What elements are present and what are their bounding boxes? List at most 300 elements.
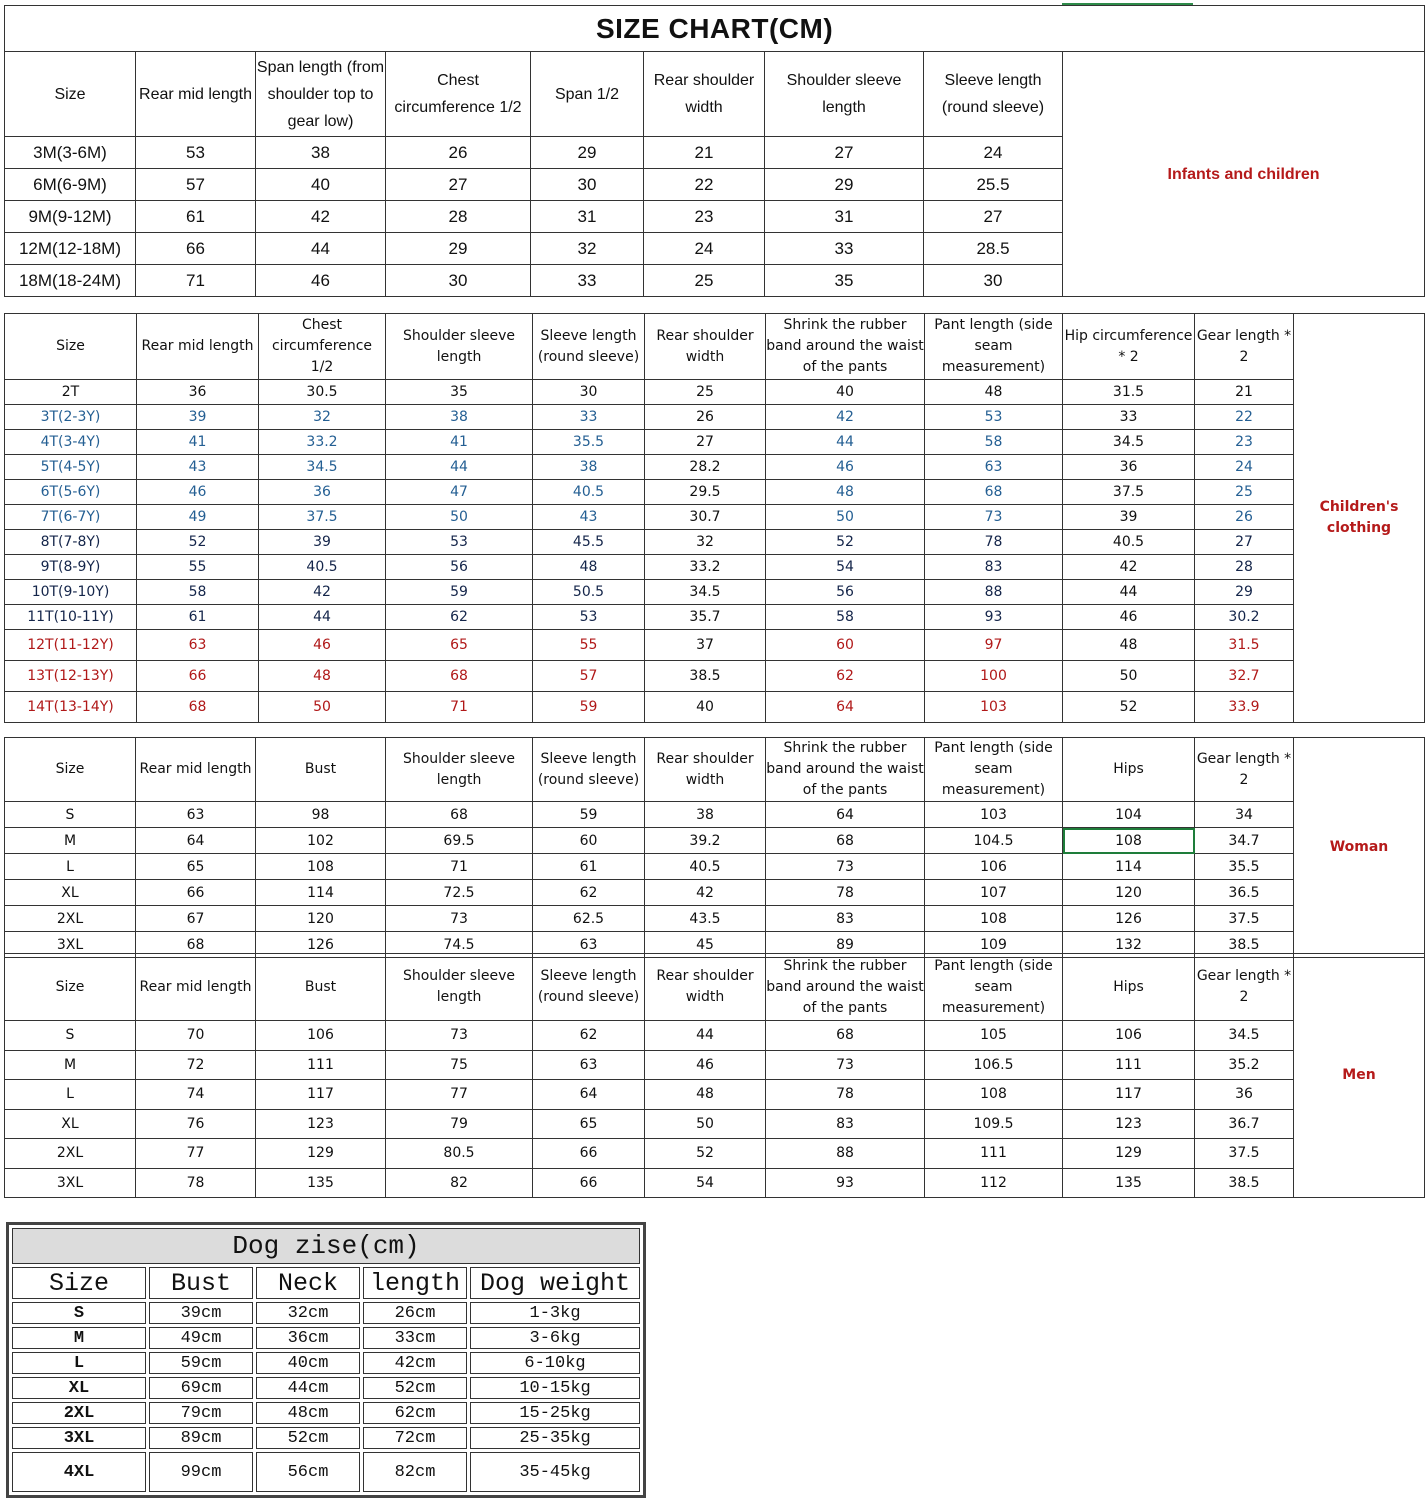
column-header: Gear length * 2 bbox=[1195, 954, 1294, 1021]
value-cell: 68 bbox=[766, 828, 925, 854]
value-cell: 83 bbox=[766, 1109, 925, 1139]
value-cell: 62 bbox=[533, 1021, 645, 1051]
value-cell: 99cm bbox=[149, 1452, 253, 1492]
woman-size-table bbox=[4, 737, 1425, 958]
value-cell: 30.7 bbox=[645, 505, 766, 530]
value-cell: 48 bbox=[259, 661, 386, 692]
size-cell: 4XL bbox=[12, 1452, 146, 1492]
value-cell: 26 bbox=[645, 405, 766, 430]
table-row bbox=[5, 405, 1425, 430]
value-cell: 105 bbox=[925, 1021, 1063, 1051]
value-cell: 46 bbox=[259, 630, 386, 661]
value-cell: 114 bbox=[1063, 854, 1195, 880]
value-cell: 37.5 bbox=[259, 505, 386, 530]
value-cell: 40 bbox=[645, 692, 766, 723]
size-cell: M bbox=[12, 1327, 146, 1349]
value-cell: 78 bbox=[136, 1168, 256, 1198]
value-cell: 70 bbox=[136, 1021, 256, 1051]
value-cell: 49cm bbox=[149, 1327, 253, 1349]
value-cell: 42 bbox=[256, 201, 386, 233]
value-cell: 59cm bbox=[149, 1352, 253, 1374]
value-cell: 30 bbox=[531, 169, 644, 201]
value-cell: 29 bbox=[531, 137, 644, 169]
value-cell: 62.5 bbox=[533, 906, 645, 932]
value-cell: 48 bbox=[925, 380, 1063, 405]
value-cell: 104.5 bbox=[925, 828, 1063, 854]
value-cell: 58 bbox=[766, 605, 925, 630]
table-row bbox=[12, 1427, 640, 1449]
size-cell: 9T(8-9Y) bbox=[5, 555, 137, 580]
column-header: Neck bbox=[256, 1267, 360, 1299]
value-cell: 41 bbox=[137, 430, 259, 455]
value-cell: 88 bbox=[925, 580, 1063, 605]
table-row bbox=[5, 802, 1425, 828]
column-header: Shrink the rubber band around the waist of the pants bbox=[766, 738, 925, 802]
dog-size-table bbox=[6, 1222, 646, 1498]
size-cell: 2XL bbox=[12, 1402, 146, 1424]
column-header: Sleeve length (round sleeve) bbox=[533, 738, 645, 802]
table-row bbox=[5, 605, 1425, 630]
value-cell: 93 bbox=[766, 1168, 925, 1198]
column-header: Rear shoulder width bbox=[645, 738, 766, 802]
size-cell: 3XL bbox=[12, 1427, 146, 1449]
value-cell: 72.5 bbox=[386, 880, 533, 906]
value-cell: 33 bbox=[765, 233, 924, 265]
value-cell: 52 bbox=[1063, 692, 1195, 723]
value-cell: 66 bbox=[533, 1139, 645, 1169]
value-cell: 73 bbox=[766, 854, 925, 880]
value-cell: 117 bbox=[1063, 1080, 1195, 1110]
value-cell: 45.5 bbox=[533, 530, 645, 555]
column-header: Size bbox=[12, 1267, 146, 1299]
value-cell: 34.5 bbox=[1195, 1021, 1294, 1051]
value-cell: 37.5 bbox=[1195, 906, 1294, 932]
value-cell: 60 bbox=[766, 630, 925, 661]
value-cell: 26 bbox=[386, 137, 531, 169]
value-cell: 28 bbox=[1195, 555, 1294, 580]
value-cell: 111 bbox=[256, 1050, 386, 1080]
value-cell: 63 bbox=[533, 932, 645, 958]
value-cell: 46 bbox=[137, 480, 259, 505]
value-cell: 103 bbox=[925, 692, 1063, 723]
value-cell: 102 bbox=[256, 828, 386, 854]
column-header: Shoulder sleeve length bbox=[386, 954, 533, 1021]
value-cell: 48 bbox=[1063, 630, 1195, 661]
value-cell: 68 bbox=[386, 802, 533, 828]
value-cell: 56 bbox=[386, 555, 533, 580]
value-cell: 59 bbox=[533, 692, 645, 723]
column-header: Rear shoulder width bbox=[645, 954, 766, 1021]
value-cell: 78 bbox=[766, 880, 925, 906]
table-row bbox=[5, 854, 1425, 880]
value-cell: 33.2 bbox=[645, 555, 766, 580]
value-cell: 75 bbox=[386, 1050, 533, 1080]
value-cell: 28.5 bbox=[924, 233, 1063, 265]
size-cell: 18M(18-24M) bbox=[5, 265, 136, 297]
value-cell: 83 bbox=[925, 555, 1063, 580]
value-cell: 23 bbox=[644, 201, 765, 233]
value-cell: 53 bbox=[136, 137, 256, 169]
value-cell: 35.2 bbox=[1195, 1050, 1294, 1080]
value-cell: 76 bbox=[136, 1109, 256, 1139]
value-cell: 29 bbox=[386, 233, 531, 265]
value-cell: 66 bbox=[136, 233, 256, 265]
size-cell: 10T(9-10Y) bbox=[5, 580, 137, 605]
value-cell: 71 bbox=[386, 692, 533, 723]
value-cell: 50 bbox=[386, 505, 533, 530]
value-cell: 24 bbox=[644, 233, 765, 265]
table-row bbox=[5, 580, 1425, 605]
value-cell: 60 bbox=[533, 828, 645, 854]
value-cell: 129 bbox=[256, 1139, 386, 1169]
value-cell: 42 bbox=[766, 405, 925, 430]
value-cell: 89 bbox=[766, 932, 925, 958]
table-row bbox=[5, 380, 1425, 405]
size-cell: 9M(9-12M) bbox=[5, 201, 136, 233]
value-cell: 39cm bbox=[149, 1302, 253, 1324]
value-cell: 53 bbox=[925, 405, 1063, 430]
value-cell: 66 bbox=[137, 661, 259, 692]
value-cell: 46 bbox=[766, 455, 925, 480]
size-cell: M bbox=[5, 1050, 136, 1080]
value-cell: 31.5 bbox=[1195, 630, 1294, 661]
value-cell: 68 bbox=[766, 1021, 925, 1051]
value-cell: 22 bbox=[1195, 405, 1294, 430]
value-cell: 50 bbox=[1063, 661, 1195, 692]
value-cell: 48 bbox=[533, 555, 645, 580]
value-cell: 78 bbox=[766, 1080, 925, 1110]
value-cell: 72 bbox=[136, 1050, 256, 1080]
value-cell: 52 bbox=[766, 530, 925, 555]
value-cell: 31.5 bbox=[1063, 380, 1195, 405]
table-row bbox=[5, 480, 1425, 505]
value-cell: 38 bbox=[533, 455, 645, 480]
column-header: Size bbox=[5, 52, 136, 137]
value-cell: 106 bbox=[925, 854, 1063, 880]
table-row bbox=[5, 1021, 1425, 1051]
value-cell: 35.7 bbox=[645, 605, 766, 630]
value-cell: 22 bbox=[644, 169, 765, 201]
value-cell: 34.5 bbox=[645, 580, 766, 605]
value-cell: 79cm bbox=[149, 1402, 253, 1424]
value-cell: 46 bbox=[1063, 605, 1195, 630]
value-cell: 89cm bbox=[149, 1427, 253, 1449]
value-cell: 32 bbox=[645, 530, 766, 555]
value-cell: 40 bbox=[256, 169, 386, 201]
value-cell: 58 bbox=[925, 430, 1063, 455]
column-header: Shrink the rubber band around the waist of the pants bbox=[766, 314, 925, 380]
value-cell: 61 bbox=[533, 854, 645, 880]
column-header: Rear shoulder width bbox=[644, 52, 765, 137]
table-row bbox=[12, 1327, 640, 1349]
size-cell: 3M(3-6M) bbox=[5, 137, 136, 169]
value-cell: 106 bbox=[256, 1021, 386, 1051]
selected-cell[interactable]: 108 bbox=[1063, 828, 1195, 854]
value-cell: 62 bbox=[766, 661, 925, 692]
value-cell: 49 bbox=[137, 505, 259, 530]
value-cell: 25-35kg bbox=[470, 1427, 640, 1449]
value-cell: 30 bbox=[386, 265, 531, 297]
value-cell: 46 bbox=[256, 265, 386, 297]
value-cell: 45 bbox=[645, 932, 766, 958]
value-cell: 82cm bbox=[363, 1452, 467, 1492]
value-cell: 44cm bbox=[256, 1377, 360, 1399]
section-label-men: Men bbox=[1294, 954, 1425, 1198]
size-cell: M bbox=[5, 828, 136, 854]
value-cell: 38 bbox=[645, 802, 766, 828]
value-cell: 64 bbox=[136, 828, 256, 854]
value-cell: 40.5 bbox=[1063, 530, 1195, 555]
table-row bbox=[5, 1109, 1425, 1139]
value-cell: 36.7 bbox=[1195, 1109, 1294, 1139]
value-cell: 28.2 bbox=[645, 455, 766, 480]
size-cell: XL bbox=[5, 1109, 136, 1139]
value-cell: 106.5 bbox=[925, 1050, 1063, 1080]
table-row bbox=[5, 455, 1425, 480]
value-cell: 25 bbox=[1195, 480, 1294, 505]
value-cell: 65 bbox=[386, 630, 533, 661]
value-cell: 63 bbox=[136, 802, 256, 828]
value-cell: 40 bbox=[766, 380, 925, 405]
value-cell: 36 bbox=[137, 380, 259, 405]
value-cell: 97 bbox=[925, 630, 1063, 661]
column-header: Size bbox=[5, 314, 137, 380]
size-cell: 3XL bbox=[5, 932, 136, 958]
value-cell: 78 bbox=[925, 530, 1063, 555]
value-cell: 108 bbox=[925, 906, 1063, 932]
value-cell: 74 bbox=[136, 1080, 256, 1110]
value-cell: 72cm bbox=[363, 1427, 467, 1449]
table-row bbox=[5, 661, 1425, 692]
value-cell: 32 bbox=[259, 405, 386, 430]
value-cell: 36.5 bbox=[1195, 880, 1294, 906]
column-header: Bust bbox=[256, 738, 386, 802]
value-cell: 27 bbox=[1195, 530, 1294, 555]
value-cell: 32cm bbox=[256, 1302, 360, 1324]
column-header: Sleeve length (round sleeve) bbox=[533, 954, 645, 1021]
value-cell: 36cm bbox=[256, 1327, 360, 1349]
value-cell: 68 bbox=[136, 932, 256, 958]
column-header: Gear length * 2 bbox=[1195, 738, 1294, 802]
column-header: Dog weight bbox=[470, 1267, 640, 1299]
size-cell: 4T(3-4Y) bbox=[5, 430, 137, 455]
value-cell: 67 bbox=[136, 906, 256, 932]
size-cell: S bbox=[12, 1302, 146, 1324]
value-cell: 29 bbox=[765, 169, 924, 201]
value-cell: 88 bbox=[766, 1139, 925, 1169]
value-cell: 35.5 bbox=[1195, 854, 1294, 880]
value-cell: 83 bbox=[766, 906, 925, 932]
value-cell: 52cm bbox=[363, 1377, 467, 1399]
column-header: Shoulder sleeve length bbox=[386, 738, 533, 802]
value-cell: 36 bbox=[1195, 1080, 1294, 1110]
value-cell: 38.5 bbox=[1195, 932, 1294, 958]
column-header: Span 1/2 bbox=[531, 52, 644, 137]
column-header: Pant length (side seam measurement) bbox=[925, 738, 1063, 802]
value-cell: 38.5 bbox=[1195, 1168, 1294, 1198]
value-cell: 64 bbox=[533, 1080, 645, 1110]
value-cell: 57 bbox=[533, 661, 645, 692]
value-cell: 3-6kg bbox=[470, 1327, 640, 1349]
value-cell: 37.5 bbox=[1195, 1139, 1294, 1169]
value-cell: 36 bbox=[259, 480, 386, 505]
value-cell: 73 bbox=[386, 1021, 533, 1051]
value-cell: 55 bbox=[533, 630, 645, 661]
table-row bbox=[12, 1352, 640, 1374]
value-cell: 109 bbox=[925, 932, 1063, 958]
column-header: Shrink the rubber band around the waist of the pants bbox=[766, 954, 925, 1021]
value-cell: 27 bbox=[924, 201, 1063, 233]
size-cell: 12T(11-12Y) bbox=[5, 630, 137, 661]
size-cell: S bbox=[5, 1021, 136, 1051]
value-cell: 80.5 bbox=[386, 1139, 533, 1169]
value-cell: 44 bbox=[259, 605, 386, 630]
value-cell: 6-10kg bbox=[470, 1352, 640, 1374]
value-cell: 120 bbox=[1063, 880, 1195, 906]
size-cell: 2T bbox=[5, 380, 137, 405]
value-cell: 74.5 bbox=[386, 932, 533, 958]
value-cell: 53 bbox=[533, 605, 645, 630]
value-cell: 21 bbox=[1195, 380, 1294, 405]
value-cell: 29 bbox=[1195, 580, 1294, 605]
value-cell: 79 bbox=[386, 1109, 533, 1139]
value-cell: 27 bbox=[386, 169, 531, 201]
children-size-table bbox=[4, 313, 1425, 723]
value-cell: 98 bbox=[256, 802, 386, 828]
size-cell: L bbox=[12, 1352, 146, 1374]
column-header: Pant length (side seam measurement) bbox=[925, 314, 1063, 380]
column-header: Hip circumference * 2 bbox=[1063, 314, 1195, 380]
value-cell: 53 bbox=[386, 530, 533, 555]
column-header: Hips bbox=[1063, 954, 1195, 1021]
value-cell: 29.5 bbox=[645, 480, 766, 505]
table-row bbox=[12, 1402, 640, 1424]
value-cell: 35 bbox=[765, 265, 924, 297]
value-cell: 117 bbox=[256, 1080, 386, 1110]
value-cell: 10-15kg bbox=[470, 1377, 640, 1399]
value-cell: 50 bbox=[259, 692, 386, 723]
size-cell: 11T(10-11Y) bbox=[5, 605, 137, 630]
size-cell: XL bbox=[12, 1377, 146, 1399]
value-cell: 26 bbox=[1195, 505, 1294, 530]
value-cell: 27 bbox=[765, 137, 924, 169]
value-cell: 69.5 bbox=[386, 828, 533, 854]
column-header: Size bbox=[5, 738, 136, 802]
value-cell: 24 bbox=[924, 137, 1063, 169]
value-cell: 77 bbox=[386, 1080, 533, 1110]
table-row bbox=[5, 430, 1425, 455]
value-cell: 34 bbox=[1195, 802, 1294, 828]
value-cell: 48 bbox=[766, 480, 925, 505]
value-cell: 73 bbox=[386, 906, 533, 932]
value-cell: 42 bbox=[259, 580, 386, 605]
value-cell: 34.5 bbox=[259, 455, 386, 480]
column-header: Shoulder sleeve length bbox=[765, 52, 924, 137]
value-cell: 66 bbox=[533, 1168, 645, 1198]
value-cell: 33.9 bbox=[1195, 692, 1294, 723]
value-cell: 42 bbox=[1063, 555, 1195, 580]
value-cell: 44 bbox=[386, 455, 533, 480]
value-cell: 52 bbox=[137, 530, 259, 555]
table-row bbox=[5, 828, 1425, 854]
value-cell: 59 bbox=[386, 580, 533, 605]
value-cell: 33.2 bbox=[259, 430, 386, 455]
size-cell: 12M(12-18M) bbox=[5, 233, 136, 265]
value-cell: 25.5 bbox=[924, 169, 1063, 201]
value-cell: 35.5 bbox=[533, 430, 645, 455]
value-cell: 56 bbox=[766, 580, 925, 605]
value-cell: 39.2 bbox=[645, 828, 766, 854]
value-cell: 46 bbox=[645, 1050, 766, 1080]
column-header: Bust bbox=[256, 954, 386, 1021]
size-cell: 2XL bbox=[5, 1139, 136, 1169]
value-cell: 25 bbox=[645, 380, 766, 405]
value-cell: 129 bbox=[1063, 1139, 1195, 1169]
value-cell: 50 bbox=[645, 1109, 766, 1139]
value-cell: 54 bbox=[766, 555, 925, 580]
size-cell: 3T(2-3Y) bbox=[5, 405, 137, 430]
men-size-table bbox=[4, 953, 1425, 1198]
value-cell: 25 bbox=[644, 265, 765, 297]
value-cell: 68 bbox=[925, 480, 1063, 505]
value-cell: 57 bbox=[136, 169, 256, 201]
section-label-infants: Infants and children bbox=[1063, 52, 1425, 297]
value-cell: 43 bbox=[533, 505, 645, 530]
value-cell: 37 bbox=[645, 630, 766, 661]
value-cell: 36 bbox=[1063, 455, 1195, 480]
value-cell: 39 bbox=[137, 405, 259, 430]
size-cell: 14T(13-14Y) bbox=[5, 692, 137, 723]
column-header: Sleeve length (round sleeve) bbox=[533, 314, 645, 380]
value-cell: 109.5 bbox=[925, 1109, 1063, 1139]
value-cell: 30 bbox=[924, 265, 1063, 297]
value-cell: 27 bbox=[645, 430, 766, 455]
value-cell: 63 bbox=[137, 630, 259, 661]
value-cell: 135 bbox=[1063, 1168, 1195, 1198]
table-row bbox=[5, 505, 1425, 530]
value-cell: 34.7 bbox=[1195, 828, 1294, 854]
column-header: Size bbox=[5, 954, 136, 1021]
value-cell: 56cm bbox=[256, 1452, 360, 1492]
value-cell: 100 bbox=[925, 661, 1063, 692]
value-cell: 69cm bbox=[149, 1377, 253, 1399]
value-cell: 24 bbox=[1195, 455, 1294, 480]
size-cell: 6M(6-9M) bbox=[5, 169, 136, 201]
value-cell: 43.5 bbox=[645, 906, 766, 932]
value-cell: 71 bbox=[386, 854, 533, 880]
table-row bbox=[5, 630, 1425, 661]
column-header: Chest circumference 1/2 bbox=[259, 314, 386, 380]
value-cell: 44 bbox=[1063, 580, 1195, 605]
value-cell: 44 bbox=[645, 1021, 766, 1051]
value-cell: 63 bbox=[925, 455, 1063, 480]
column-header: Sleeve length (round sleeve) bbox=[924, 52, 1063, 137]
column-header: Span length (from shoulder top to gear low) bbox=[256, 52, 386, 137]
value-cell: 44 bbox=[766, 430, 925, 455]
value-cell: 68 bbox=[386, 661, 533, 692]
value-cell: 31 bbox=[765, 201, 924, 233]
value-cell: 73 bbox=[925, 505, 1063, 530]
value-cell: 38 bbox=[386, 405, 533, 430]
value-cell: 61 bbox=[136, 201, 256, 233]
table-row bbox=[5, 1050, 1425, 1080]
size-cell: 13T(12-13Y) bbox=[5, 661, 137, 692]
size-cell: L bbox=[5, 854, 136, 880]
value-cell: 15-25kg bbox=[470, 1402, 640, 1424]
column-header: Pant length (side seam measurement) bbox=[925, 954, 1063, 1021]
value-cell: 62cm bbox=[363, 1402, 467, 1424]
value-cell: 52 bbox=[645, 1139, 766, 1169]
